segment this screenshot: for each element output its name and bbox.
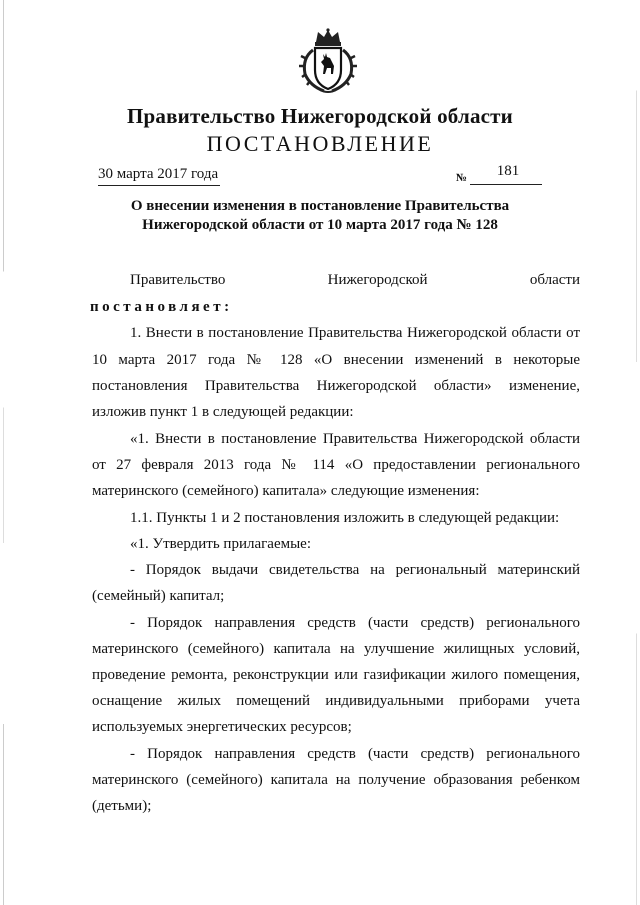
subject-line: О внесении изменения в постановление Правительства xyxy=(130,198,510,214)
paragraph-line: проведение ремонта, реконструкции или газификации жилого помещения, xyxy=(92,667,580,683)
document-date: 30 марта 2017 года xyxy=(98,166,219,182)
paragraph-line: постановления Правительства Нижегородской области» изменение, xyxy=(92,378,580,394)
document-number: 181 xyxy=(496,163,520,179)
intro-word: области xyxy=(529,272,580,288)
paragraph-line: - Порядок направления средств (части средств) регионального xyxy=(130,615,580,631)
coat-of-arms-icon xyxy=(296,28,360,94)
intro-word: Нижегородской xyxy=(327,272,428,288)
organization-title: Правительство Нижегородской области xyxy=(127,104,513,128)
subject-line: Нижегородской области от 10 марта 2017 года № 128 xyxy=(142,217,498,233)
paragraph-line: 1.1. Пункты 1 и 2 постановления изложить в следующей редакции: xyxy=(130,510,560,526)
paragraph-line: (семейный) капитал; xyxy=(92,588,225,604)
paragraph-line: материнского (семейного) капитала на получение образования ребенком xyxy=(92,772,580,788)
paragraph-line: оснащение жилых помещений индивидуальными приборами учета xyxy=(92,693,580,709)
paragraph-line: от 27 февраля 2013 года № 114 «О предоставлении регионального xyxy=(92,457,580,473)
paragraph-line: - Порядок направления средств (части средств) регионального xyxy=(130,746,580,762)
paragraph-line: «1. Внести в постановление Правительства Нижегородской области xyxy=(130,431,580,447)
intro-line xyxy=(92,272,580,289)
date-underline xyxy=(98,185,220,186)
intro-word: Правительство xyxy=(130,272,226,288)
decree-word: постановляет: xyxy=(90,299,233,315)
number-sign: № xyxy=(456,172,468,184)
paragraph-line: 10 марта 2017 года № 128 «О внесении изменений в некоторые xyxy=(92,352,580,368)
document-type: ПОСТАНОВЛЕНИЕ xyxy=(206,131,434,156)
paragraph-line: материнского (семейного) капитала» следующие изменения: xyxy=(92,483,480,499)
document-subject xyxy=(0,197,640,235)
paragraph-line: «1. Утвердить прилагаемые: xyxy=(130,536,311,552)
paragraph-line: - Порядок выдачи свидетельства на региональный материнский xyxy=(130,562,580,578)
number-underline xyxy=(470,184,542,185)
paragraph-line: используемых энергетических ресурсов; xyxy=(92,719,352,735)
paragraph-line: материнского (семейного) капитала на улучшение жилищных условий, xyxy=(92,641,580,657)
paragraph-line: изложив пункт 1 в следующей редакции: xyxy=(92,404,354,420)
paragraph-line: 1. Внести в постановление Правительства Нижегородской области от xyxy=(130,325,580,341)
paragraph-line: (детьми); xyxy=(92,798,152,814)
